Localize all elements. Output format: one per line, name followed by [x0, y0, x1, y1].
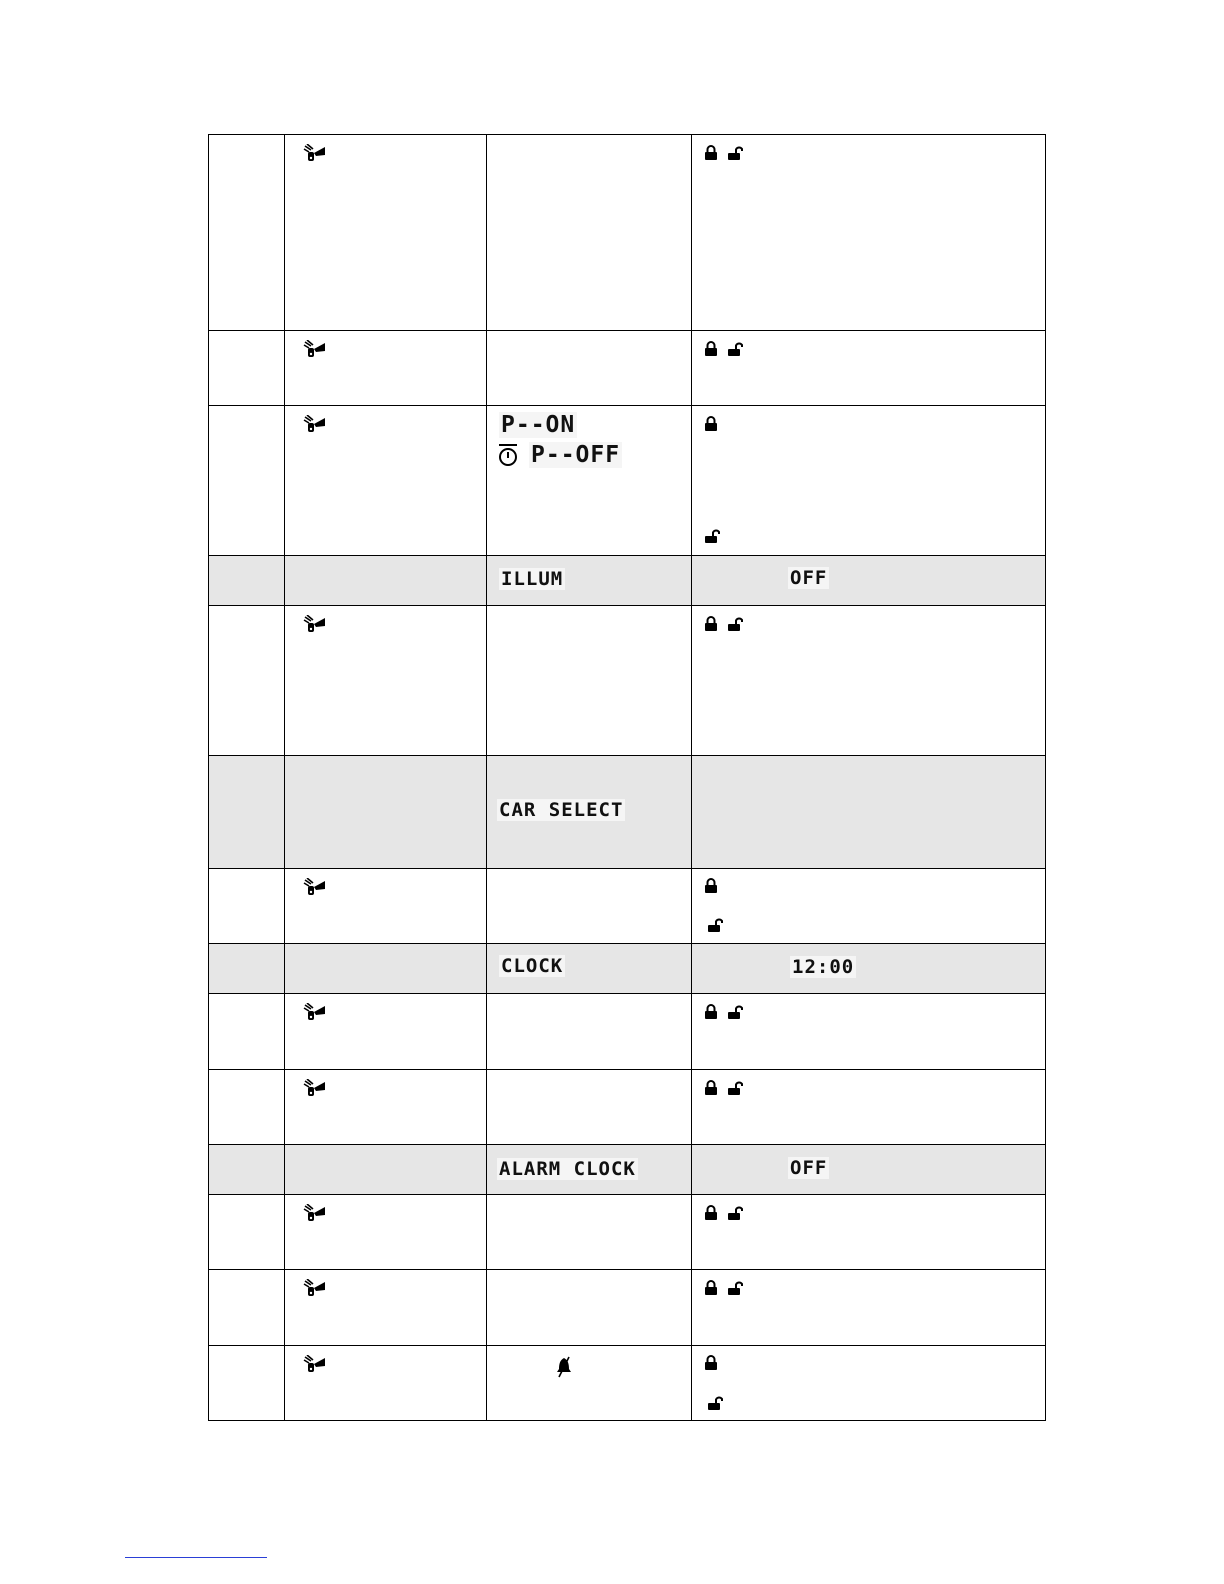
- step-number-cell: [209, 756, 285, 869]
- step-number-cell: [209, 994, 285, 1070]
- display-cell: [487, 944, 692, 994]
- display-cell: [487, 1346, 692, 1421]
- bell-icon: [555, 1356, 573, 1378]
- step-number-cell: [209, 1270, 285, 1346]
- result-cell: [692, 869, 1046, 944]
- car-select-display: CAR SELECT: [499, 799, 624, 821]
- step-number-cell: [209, 869, 285, 944]
- table-row: [209, 1145, 1046, 1195]
- result-cell: [692, 135, 1046, 331]
- remote-car-icon: [302, 1279, 326, 1299]
- clock-value: 12:00: [792, 956, 855, 978]
- locked-padlock-icon: [704, 1355, 718, 1371]
- remote-car-icon: [302, 878, 326, 898]
- step-number-cell: [209, 406, 285, 556]
- alarm-clock-value: OFF: [790, 1157, 828, 1179]
- locked-padlock-icon: [704, 341, 718, 357]
- unlocked-padlock-icon: [727, 1080, 743, 1096]
- remote-cell: [285, 1145, 487, 1195]
- result-cell: [692, 756, 1046, 869]
- remote-car-icon: [302, 1204, 326, 1224]
- unlocked-padlock-icon: [727, 1205, 743, 1221]
- locked-padlock-icon: [704, 878, 718, 894]
- display-cell: [487, 994, 692, 1070]
- display-cell: [487, 331, 692, 406]
- step-number-cell: [209, 556, 285, 606]
- table-row: [209, 756, 1046, 869]
- remote-car-icon: [302, 1355, 326, 1375]
- display-cell: [487, 406, 692, 556]
- result-cell: [692, 944, 1046, 994]
- result-cell: [692, 1346, 1046, 1421]
- display-cell: [487, 135, 692, 331]
- unlocked-padlock-icon: [727, 1280, 743, 1296]
- unlocked-padlock-icon: [727, 616, 743, 632]
- locked-padlock-icon: [704, 416, 718, 432]
- locked-padlock-icon: [704, 1004, 718, 1020]
- step-number-cell: [209, 1145, 285, 1195]
- locked-padlock-icon: [704, 616, 718, 632]
- footer-link-underline: [125, 1557, 267, 1558]
- result-cell: [692, 556, 1046, 606]
- locked-padlock-icon: [704, 145, 718, 161]
- step-number-cell: [209, 1346, 285, 1421]
- power-off-display: P--OFF: [531, 442, 621, 468]
- table-row: [209, 994, 1046, 1070]
- table-row: [209, 135, 1046, 331]
- power-on-display: P--ON: [501, 412, 576, 438]
- remote-cell: [285, 1195, 487, 1270]
- result-cell: [692, 331, 1046, 406]
- step-number-cell: [209, 331, 285, 406]
- remote-cell: [285, 1346, 487, 1421]
- remote-cell: [285, 869, 487, 944]
- display-cell: [487, 606, 692, 756]
- table-row: [209, 1070, 1046, 1145]
- step-number-cell: [209, 1070, 285, 1145]
- timer-icon: [497, 443, 519, 467]
- remote-cell: [285, 135, 487, 331]
- step-number-cell: [209, 1195, 285, 1270]
- remote-car-icon: [302, 1079, 326, 1099]
- result-cell: [692, 606, 1046, 756]
- step-number-cell: [209, 606, 285, 756]
- table-row: [209, 556, 1046, 606]
- remote-car-icon: [302, 415, 326, 435]
- remote-car-icon: [302, 1003, 326, 1023]
- unlocked-padlock-icon: [704, 528, 720, 544]
- result-cell: [692, 1145, 1046, 1195]
- display-cell: [487, 756, 692, 869]
- table-row: [209, 606, 1046, 756]
- illum-value: OFF: [790, 567, 828, 589]
- locked-padlock-icon: [704, 1280, 718, 1296]
- table-row: [209, 869, 1046, 944]
- display-cell: [487, 1195, 692, 1270]
- result-cell: [692, 1195, 1046, 1270]
- remote-cell: [285, 1070, 487, 1145]
- remote-car-icon: [302, 340, 326, 360]
- clock-display: CLOCK: [501, 955, 564, 977]
- display-cell: [487, 1145, 692, 1195]
- unlocked-padlock-icon: [727, 1004, 743, 1020]
- unlocked-padlock-icon: [707, 1395, 723, 1411]
- result-cell: [692, 1070, 1046, 1145]
- remote-cell: [285, 994, 487, 1070]
- display-cell: [487, 1270, 692, 1346]
- locked-padlock-icon: [704, 1205, 718, 1221]
- table-row: [209, 1346, 1046, 1421]
- unlocked-padlock-icon: [707, 917, 723, 933]
- remote-cell: [285, 606, 487, 756]
- settings-table: [208, 134, 1046, 1421]
- remote-car-icon: [302, 615, 326, 635]
- remote-cell: [285, 406, 487, 556]
- result-cell: [692, 406, 1046, 556]
- table-row: [209, 1195, 1046, 1270]
- display-cell: [487, 556, 692, 606]
- remote-cell: [285, 756, 487, 869]
- step-number-cell: [209, 944, 285, 994]
- display-cell: [487, 869, 692, 944]
- remote-cell: [285, 556, 487, 606]
- table-row: [209, 331, 1046, 406]
- unlocked-padlock-icon: [727, 341, 743, 357]
- remote-cell: [285, 331, 487, 406]
- remote-cell: [285, 1270, 487, 1346]
- remote-cell: [285, 944, 487, 994]
- table-row: [209, 406, 1046, 556]
- display-cell: [487, 1070, 692, 1145]
- illum-display: ILLUM: [501, 568, 564, 590]
- alarm-clock-display: ALARM CLOCK: [499, 1158, 636, 1180]
- locked-padlock-icon: [704, 1080, 718, 1096]
- result-cell: [692, 994, 1046, 1070]
- result-cell: [692, 1270, 1046, 1346]
- remote-car-icon: [302, 144, 326, 164]
- table-row: [209, 944, 1046, 994]
- step-number-cell: [209, 135, 285, 331]
- table-row: [209, 1270, 1046, 1346]
- unlocked-padlock-icon: [727, 145, 743, 161]
